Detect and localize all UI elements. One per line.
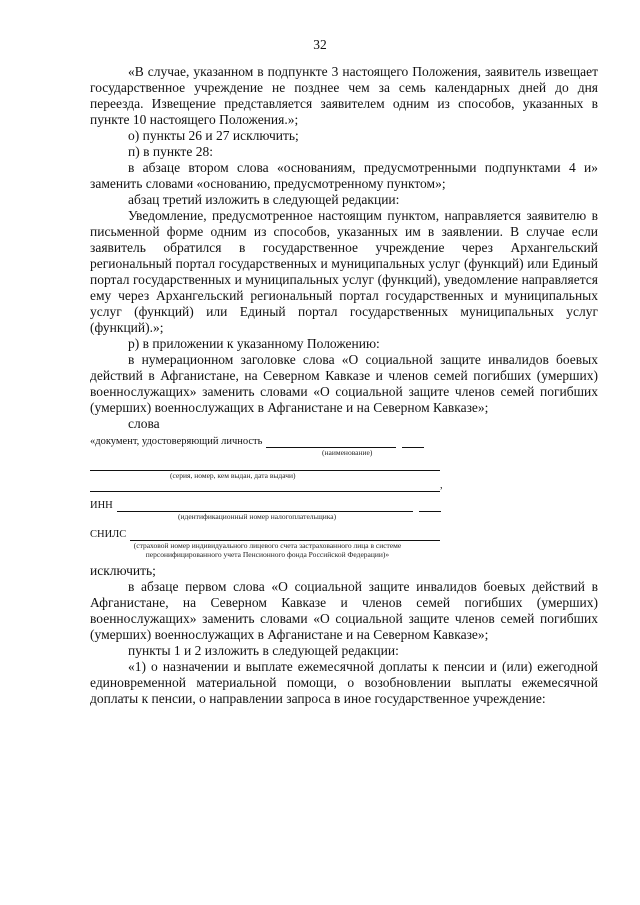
inn-label: ИНН [90,500,113,511]
inn-line-end [419,500,441,512]
series-row-1 [90,459,598,471]
doc-caption: (наименование) [322,448,373,457]
snils-note-1: (страховой номер индивидуального лицевого счета застрахованного лица в системе [133,541,402,550]
paragraph-1: «В случае, указанном в подпункте 3 настоящего Положения, заявитель извещает государственное учреждение не позднее чем за семь календарных дней до дня переезда. Извещение представляется заявителем одним из способов, указанных в пункте 10 настоящего Положения.»; [90,64,598,127]
paragraph-12: пункты 1 и 2 изложить в следующей редакции: [128,643,399,658]
doc-line-end [402,436,424,448]
series-row-2 [90,480,598,492]
doc-label: «документ, удостоверяющий личность [90,436,263,447]
series-caption: (серия, номер, кем выдан, дата выдачи) [170,471,296,480]
form-excerpt [90,436,598,559]
series-line-1 [90,459,440,471]
snils-label: СНИЛС [90,529,127,540]
snils-line [130,529,440,541]
paragraph-9: слова [128,416,160,431]
paragraph-11: в абзаце первом слова «О социальной защите инвалидов боевых действий в Афганистане, на Северном Кавказе и членов семей погибших (умерших) военнослужащих» заменить словами «О социальной защите членов семей погибших (умерших) военнослужащих в Афганистане и на Северном Кавказе»; [90,579,598,642]
paragraph-10: исключить; [90,563,156,578]
doc-line [266,436,396,448]
inn-row [90,500,598,512]
inn-caption: (идентификационный номер налогоплательщика) [178,512,337,521]
paragraph-2: о) пункты 26 и 27 исключить; [128,128,299,143]
paragraph-7: р) в приложении к указанному Положению: [128,336,380,351]
paragraph-8: в нумерационном заголовке слова «О социальной защите инвалидов боевых действий в Афганистане, на Северном Кавказе и членов семей погибших (умерших) военнослужащих» заменить словами «О социальной защите членов семей погибших (умерших) военнослужащих в Афганистане и на Северном Кавказе»; [90,352,598,415]
document-body [90,64,598,707]
paragraph-13: «1) о назначении и выплате ежемесячной доплаты к пенсии и (или) ежегодной единовременной материальной помощи, о возобновлении выплаты ежемесячной доплаты к пенсии, о направлении запроса в иное государственное учреждение: [90,659,598,706]
inn-line [117,500,413,512]
comma: , [440,480,443,491]
paragraph-3: п) в пункте 28: [128,144,213,159]
doc-row [90,436,598,448]
snils-row [90,529,598,541]
paragraph-4: в абзаце втором слова «основаниям, предусмотренными подпунктами 4 и» заменить словами «основанию, предусмотренному пунктом»; [90,160,598,191]
snils-note-2: персонифицированного учета Пенсионного фонда Российской Федерации)» [145,550,390,559]
series-line-2 [90,480,440,492]
paragraph-5: абзац третий изложить в следующей редакции: [128,192,400,207]
paragraph-6: Уведомление, предусмотренное настоящим пунктом, направляется заявителю в письменной форме одним из способов, указанных им в заявлении. В случае если заявитель обратился в государственное учреждение через Архангельский региональный портал государственных и муниципальных услуг (функций) или Единый портал государственных и муниципальных услуг (функций), уведомление направляется ему через Архангельский региональный портал государственных и муниципальных услуг (функций) или Единый портал государственных муниципальных услуг (функций).»; [90,208,598,335]
page-number: 32 [313,37,327,52]
